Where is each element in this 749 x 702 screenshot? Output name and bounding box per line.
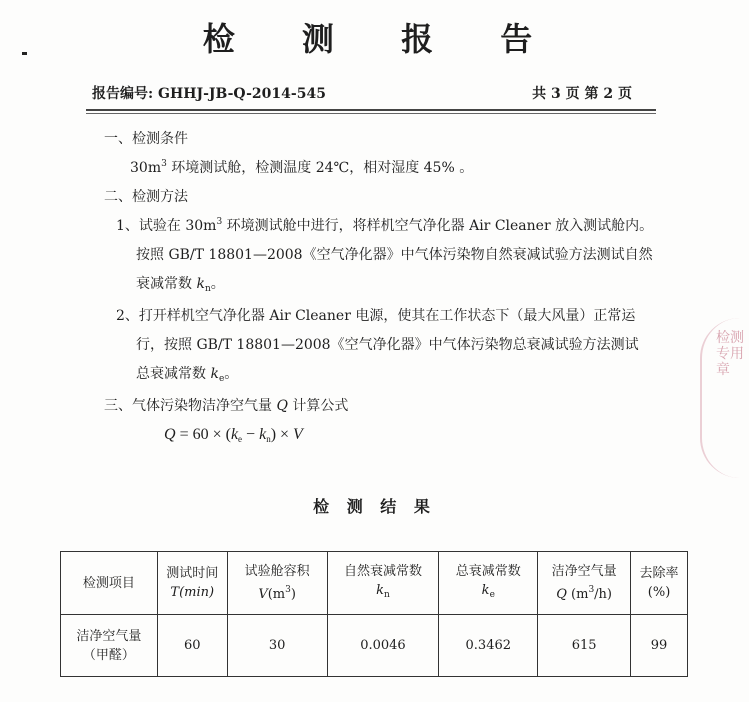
margin-mark	[22, 52, 27, 55]
s3-pre: 三、气体污染物洁净空气量	[104, 398, 277, 414]
table-header-row	[61, 552, 688, 615]
method-2-line-1: 2、打开样机空气净化器 Air Cleaner 电源，使其在工作状态下（最大风量）正常运	[116, 308, 636, 324]
page-counter: 共 3 页 第 2 页	[532, 86, 632, 102]
s3-post: 计算公式	[287, 398, 349, 414]
m1-l3-post: 。	[210, 276, 225, 292]
m2-l3-sub: e	[218, 374, 225, 384]
page-title: 检 测 报 告	[202, 20, 561, 58]
s1-body-pre: 30m	[130, 160, 162, 176]
s1-body-post: 环境测试舱，检测温度 24℃，相对湿度 45% 。	[166, 160, 474, 176]
m1-l1-sup: 3	[216, 217, 223, 227]
header-cell-item: 检测项目	[61, 552, 158, 615]
method-1-line-3	[136, 273, 225, 294]
header-cell-ke: 总衰减常数 $k_e$	[439, 552, 538, 615]
m2-l3-post: 。	[224, 366, 239, 382]
method-1-line-2: 按照 GB/T 18801—2008《空气净化器》中气体污染物自然衰减试验方法测试自然	[136, 247, 653, 263]
cell-q: 615	[538, 615, 631, 677]
section-1-body	[130, 157, 473, 177]
method-2-line-2: 行，按照 GB/T 18801—2008《空气净化器》中气体污染物总衰减试验方法测试	[136, 337, 639, 353]
cadr-formula: $Q = 60 \times (k_e - k_n) \times V$	[164, 426, 303, 444]
method-1-line-1	[116, 215, 653, 235]
s1-body-sup: 3	[161, 159, 167, 169]
header-cell-rate: 去除率 (%)	[631, 552, 688, 615]
cell-kn: 0.0046	[327, 615, 439, 677]
section-2-title: 二、检测方法	[104, 189, 188, 205]
m2-l3-pre: 总衰减常数	[136, 366, 211, 382]
m1-l1-post: 环境测试舱中进行，将样机空气净化器 Air Cleaner 放入测试舱内。	[222, 218, 654, 234]
cell-volume: 30	[227, 615, 327, 677]
cell-time: 60	[157, 615, 227, 677]
results-table	[60, 551, 688, 677]
report-number: 报告编号: GHHJ-JB-Q-2014-545	[92, 86, 326, 102]
results-title: 检 测 结 果	[313, 497, 436, 516]
m1-l3-pre: 衰减常数	[136, 276, 197, 292]
cell-item: 洁净空气量 （甲醛）	[61, 615, 158, 677]
m1-l1-pre: 1、试验在 30m	[116, 218, 217, 234]
header-rule-thin	[86, 113, 656, 114]
s3-q: Q	[276, 398, 288, 414]
m1-l3-sub: n	[204, 284, 211, 294]
header-cell-q: 洁净空气量 Q $(m^3/h)$	[538, 552, 631, 615]
seal-stamp-text: 检测专用章	[716, 330, 744, 378]
cell-rate: 99	[631, 615, 688, 677]
section-3-title	[104, 395, 348, 415]
header-cell-time: 测试时间 T(min)	[157, 552, 227, 615]
method-2-line-3	[136, 363, 238, 384]
m1-l3-k: k	[196, 276, 205, 292]
header-cell-kn: 自然衰减常数 $k_n$	[327, 552, 439, 615]
header-rule-thick	[86, 109, 656, 111]
section-1-title: 一、检测条件	[104, 131, 188, 147]
header-cell-volume: 试验舱容积 $V(m^3)$	[227, 552, 327, 615]
cell-ke: 0.3462	[439, 615, 538, 677]
m2-l3-k: k	[210, 366, 219, 382]
table-row	[61, 615, 688, 677]
